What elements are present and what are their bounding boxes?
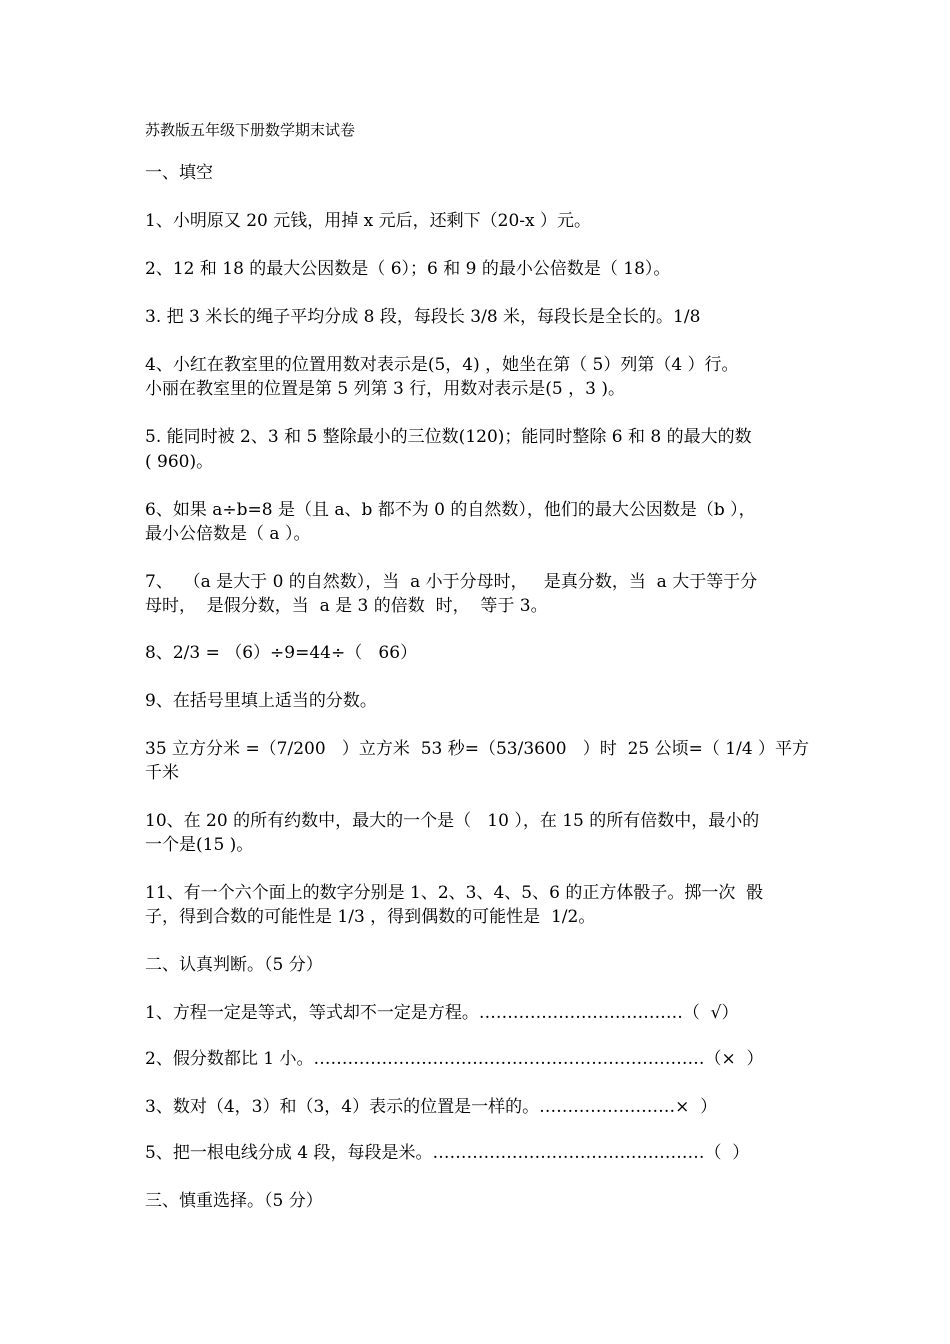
section-heading-judgment: 二、认真判断。（5 分）: [145, 955, 323, 975]
judgment-1: 1、方程一定是等式，等式却不一定是方程。………………………………（ √）: [145, 1003, 739, 1023]
question-2: 2、12 和 18 的最大公因数是（ 6）；6 和 9 的最小公倍数是（ 18）。: [145, 259, 671, 279]
document-title: 苏教版五年级下册数学期末试卷: [145, 121, 356, 139]
question-11-line-1: 11、有一个六个面上的数字分别是 1、2、3、4、5、6 的正方体骰子。掷一次 骰: [145, 883, 764, 903]
question-7-line-1: 7、 （a 是大于 0 的自然数），当 a 小于分母时， 是真分数，当 a 大于等于分: [145, 572, 758, 592]
question-7-line-2: 母时， 是假分数，当 a 是 3 的倍数 时， 等于 3。: [145, 596, 548, 616]
question-10-line-2: 一个是(15 )。: [145, 835, 254, 855]
question-9-line-1: 35 立方分米 =（7/200 ）立方米 53 秒=（53/3600 ）时 25 公顷=（ 1/4 ）平方: [145, 739, 810, 759]
judgment-2: 2、假分数都比 1 小。……………………………………………………………（× ）: [145, 1049, 764, 1069]
section-heading-choice: 三、慎重选择。（5 分）: [145, 1191, 323, 1211]
question-11-line-2: 子，得到合数的可能性是 1/3 ，得到偶数的可能性是 1/2。: [145, 907, 596, 927]
question-4-line-1: 4、小红在教室里的位置用数对表示是(5，4) ，她坐在第（ 5）列第（4 ）行。: [145, 355, 739, 375]
question-5-line-1: 5. 能同时被 2、3 和 5 整除最小的三位数(120)；能同时整除 6 和 8 的最大的数: [145, 427, 752, 447]
section-heading-fill-blanks: 一、填空: [145, 163, 213, 183]
judgment-5: 5、把一根电线分成 4 段，每段是米。…………………………………………（ ）: [145, 1143, 750, 1163]
question-6-line-2: 最小公倍数是（ a ）。: [145, 524, 311, 544]
question-9: 9、在括号里填上适当的分数。: [145, 691, 377, 711]
question-4-line-2: 小丽在教室里的位置是第 5 列第 3 行，用数对表示是(5 ，3 )。: [145, 379, 625, 399]
question-10-line-1: 10、在 20 的所有约数中，最大的一个是（ 10 ），在 15 的所有倍数中，最小的: [145, 811, 760, 831]
judgment-3: 3、数对（4，3）和（3，4）表示的位置是一样的。……………………× ）: [145, 1097, 718, 1117]
question-6-line-1: 6、如果 a÷b=8 是（且 a、b 都不为 0 的自然数），他们的最大公因数是（b ），: [145, 500, 756, 520]
question-8: 8、2/3 = （6）÷9=44÷（ 66）: [145, 643, 418, 663]
question-3: 3. 把 3 米长的绳子平均分成 8 段，每段长 3/8 米，每段长是全长的。1/8: [145, 307, 701, 327]
question-9-line-2: 千米: [145, 763, 179, 783]
question-5-line-2: ( 960)。: [145, 452, 214, 472]
question-1: 1、小明原又 20 元钱，用掉 x 元后，还剩下（20-x ）元。: [145, 211, 592, 231]
